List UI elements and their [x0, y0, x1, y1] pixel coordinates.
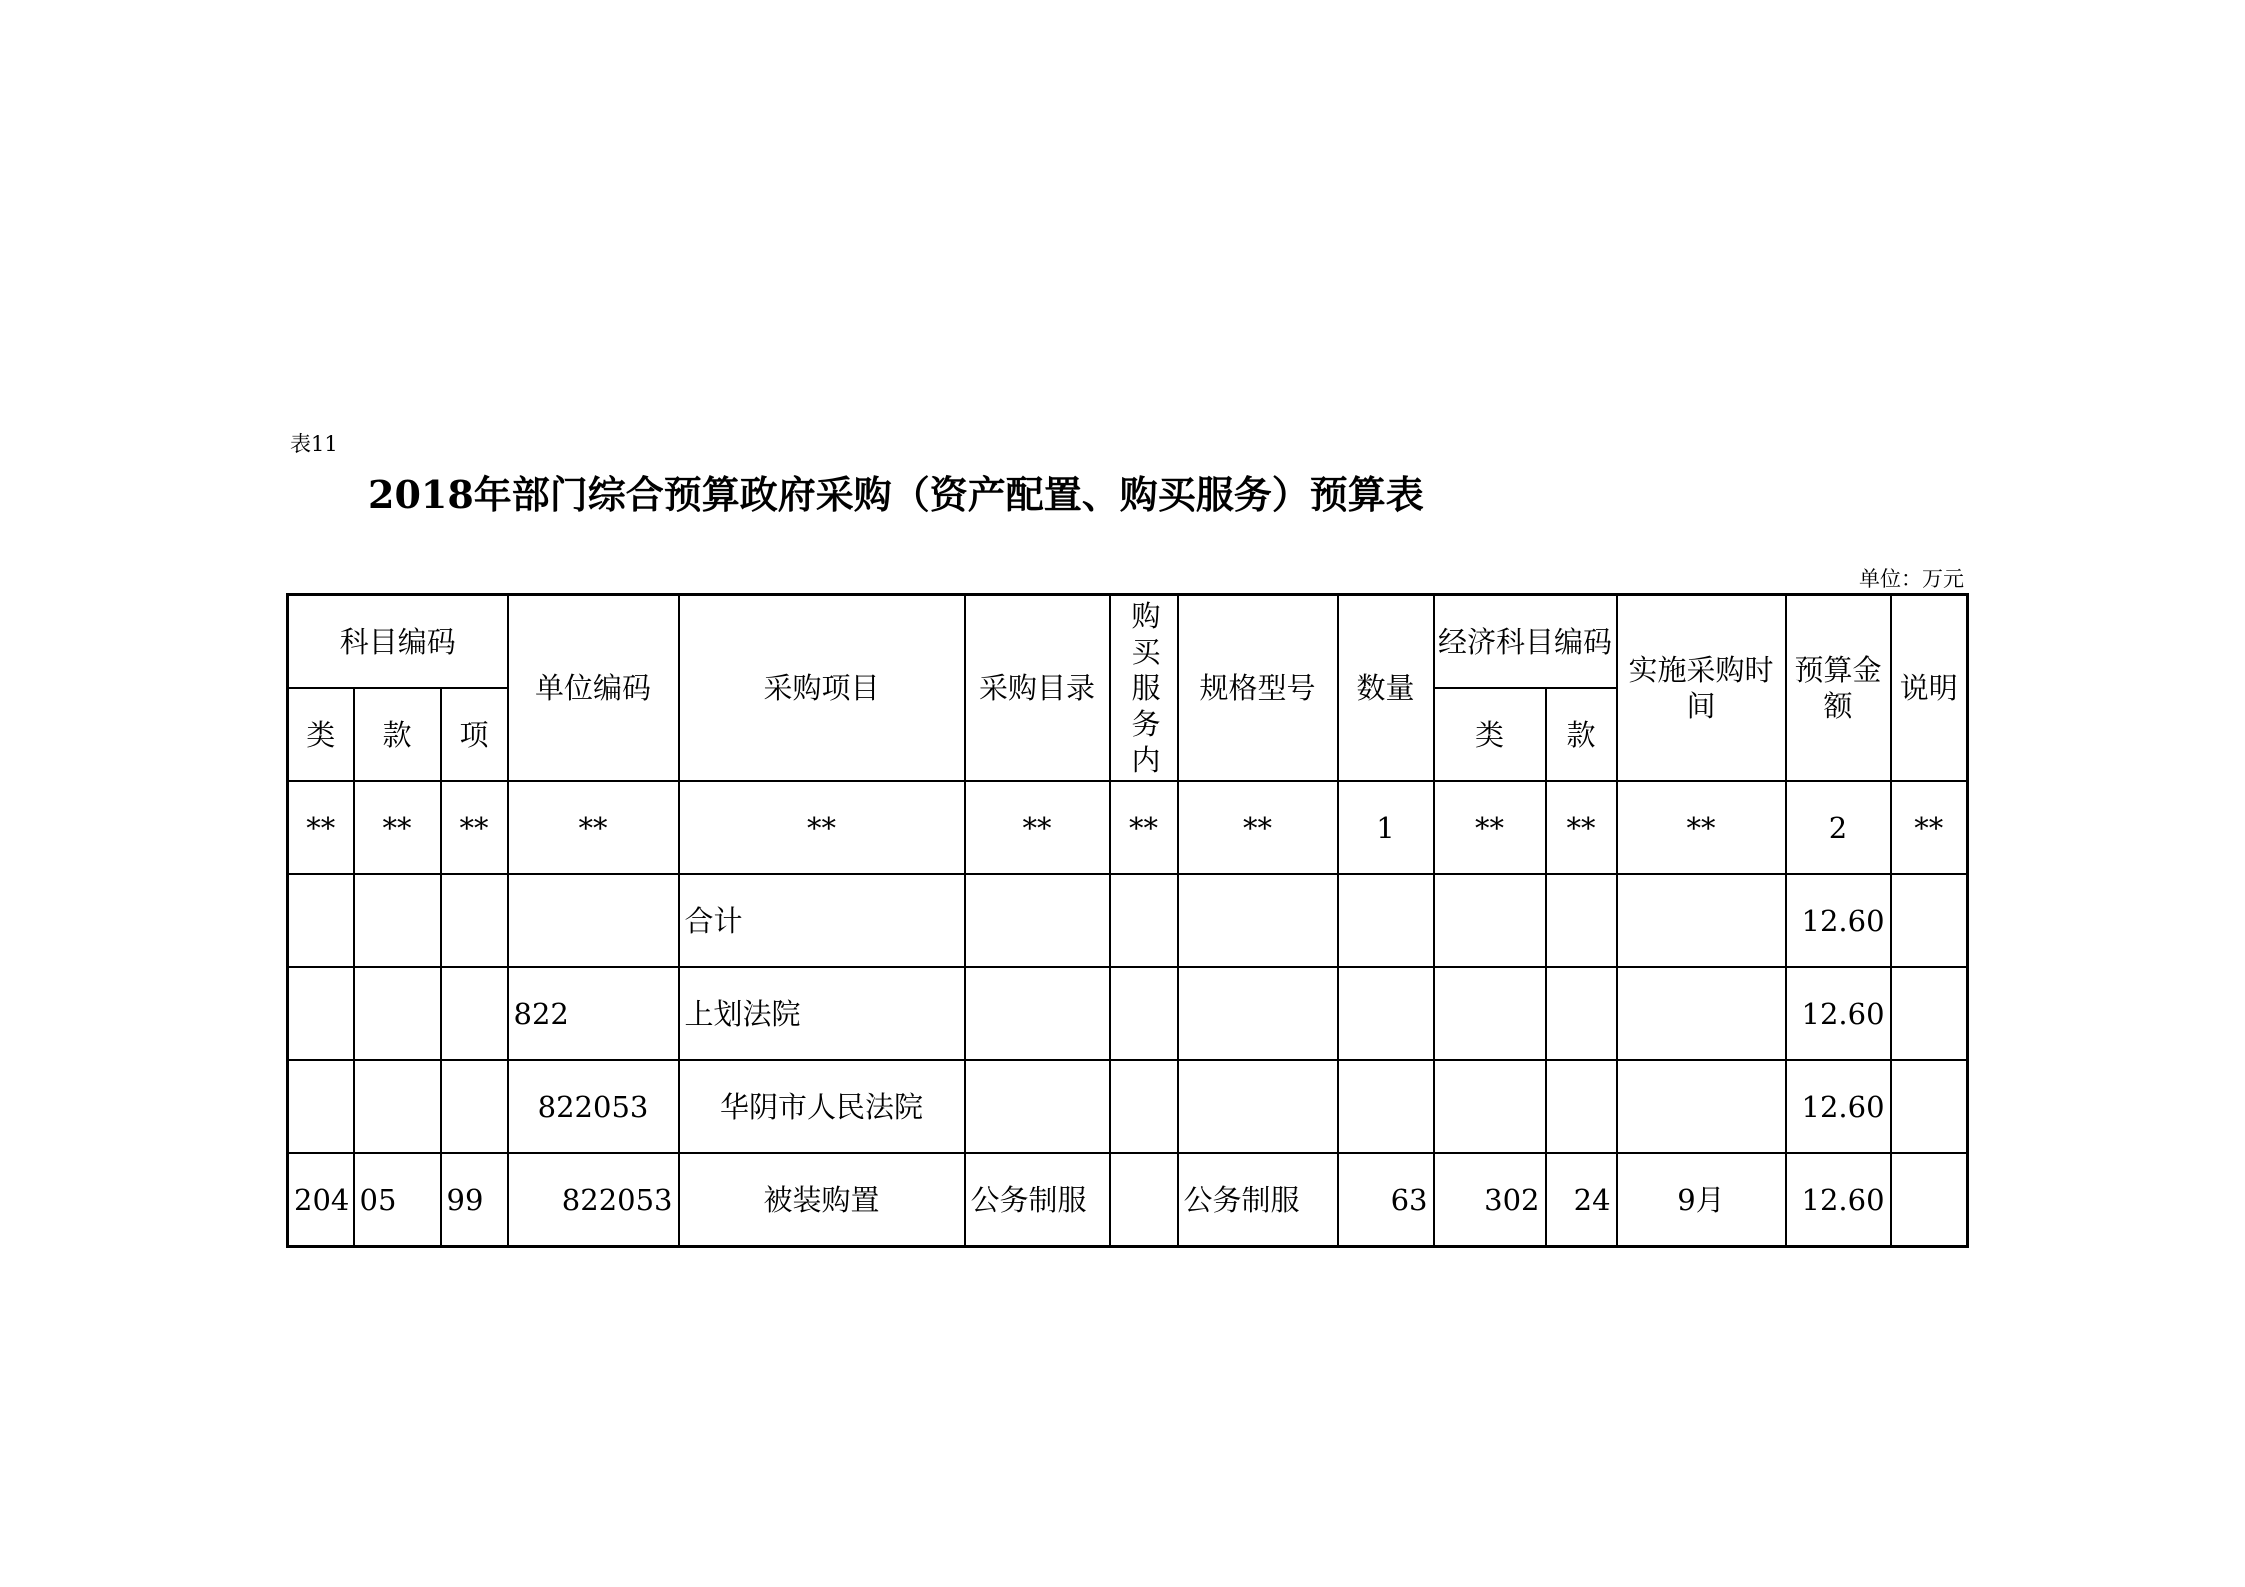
header-purchase-catalog: 采购目录: [965, 595, 1110, 782]
cell-kuan: [354, 1060, 441, 1153]
header-unit-code: 单位编码: [508, 595, 679, 782]
cell-qty: [1338, 874, 1434, 967]
cell-unit-code: [508, 874, 679, 967]
cell-unit-code: 822053: [508, 1153, 679, 1247]
cell-amount: 12.60: [1786, 967, 1891, 1060]
marker-cell: 2: [1786, 781, 1891, 874]
cell-time: [1617, 1060, 1786, 1153]
cell-service: [1110, 967, 1178, 1060]
table-row: [288, 1153, 1968, 1247]
header-econ-kuan: 款: [1546, 688, 1617, 781]
cell-kuan: [354, 874, 441, 967]
header-note: 说明: [1891, 595, 1968, 782]
cell-econ-lei: 302: [1434, 1153, 1546, 1247]
header-purchase-service-text: 购买服务内: [1131, 599, 1161, 777]
cell-item: 被装购置: [679, 1153, 965, 1247]
cell-spec: [1178, 1060, 1338, 1153]
cell-amount: 12.60: [1786, 1153, 1891, 1247]
cell-econ-kuan: [1546, 967, 1617, 1060]
cell-item: 上划法院: [679, 967, 965, 1060]
cell-xiang: 99: [441, 1153, 508, 1247]
cell-unit-code: 822: [508, 967, 679, 1060]
marker-cell: **: [1178, 781, 1338, 874]
header-kuan: 款: [354, 688, 441, 781]
cell-lei: [288, 874, 354, 967]
cell-spec: [1178, 967, 1338, 1060]
cell-econ-kuan: 24: [1546, 1153, 1617, 1247]
table-row: [288, 1060, 1968, 1153]
cell-xiang: [441, 1060, 508, 1153]
cell-time: 9月: [1617, 1153, 1786, 1247]
marker-cell: **: [1617, 781, 1786, 874]
cell-service: [1110, 1060, 1178, 1153]
cell-qty: [1338, 1060, 1434, 1153]
marker-cell: **: [508, 781, 679, 874]
cell-spec: [1178, 874, 1338, 967]
cell-lei: [288, 1060, 354, 1153]
cell-qty: [1338, 967, 1434, 1060]
header-subject-code: 科目编码: [288, 595, 508, 689]
cell-catalog: [965, 967, 1110, 1060]
marker-cell: **: [1110, 781, 1178, 874]
cell-econ-lei: [1434, 874, 1546, 967]
cell-note: [1891, 874, 1968, 967]
header-lei: 类: [288, 688, 354, 781]
marker-cell: **: [1546, 781, 1617, 874]
marker-cell: **: [679, 781, 965, 874]
table-number: 表11: [290, 432, 338, 456]
cell-xiang: [441, 874, 508, 967]
cell-econ-lei: [1434, 1060, 1546, 1153]
marker-cell: **: [1434, 781, 1546, 874]
cell-time: [1617, 967, 1786, 1060]
cell-lei: [288, 967, 354, 1060]
cell-note: [1891, 1060, 1968, 1153]
header-purchase-service: [1110, 595, 1178, 782]
cell-unit-code: 822053: [508, 1060, 679, 1153]
marker-cell: **: [1891, 781, 1968, 874]
cell-kuan: [354, 967, 441, 1060]
cell-note: [1891, 1153, 1968, 1247]
cell-xiang: [441, 967, 508, 1060]
cell-catalog: [965, 1060, 1110, 1153]
cell-econ-kuan: [1546, 1060, 1617, 1153]
cell-catalog: [965, 874, 1110, 967]
cell-catalog: 公务制服: [965, 1153, 1110, 1247]
header-purchase-item: 采购项目: [679, 595, 965, 782]
budget-table: [286, 593, 1969, 1248]
cell-qty: 63: [1338, 1153, 1434, 1247]
header-quantity: 数量: [1338, 595, 1434, 782]
cell-amount: 12.60: [1786, 874, 1891, 967]
cell-item: 华阴市人民法院: [679, 1060, 965, 1153]
cell-kuan: 05: [354, 1153, 441, 1247]
cell-lei: 204: [288, 1153, 354, 1247]
marker-cell: **: [354, 781, 441, 874]
marker-row: [288, 781, 1968, 874]
table-row-total: [288, 874, 1968, 967]
marker-cell: **: [965, 781, 1110, 874]
header-spec-model: 规格型号: [1178, 595, 1338, 782]
marker-cell: 1: [1338, 781, 1434, 874]
header-econ-subject-code: 经济科目编码: [1434, 595, 1617, 689]
cell-service: [1110, 874, 1178, 967]
page-title: 2018年部门综合预算政府采购（资产配置、购买服务）预算表: [368, 472, 1424, 517]
marker-cell: **: [441, 781, 508, 874]
cell-econ-kuan: [1546, 874, 1617, 967]
cell-note: [1891, 967, 1968, 1060]
cell-spec: 公务制服: [1178, 1153, 1338, 1247]
header-implement-time: 实施采购时间: [1617, 595, 1786, 782]
cell-time: [1617, 874, 1786, 967]
cell-amount: 12.60: [1786, 1060, 1891, 1153]
header-budget-amount: 预算金额: [1786, 595, 1891, 782]
header-xiang: 项: [441, 688, 508, 781]
table-row: [288, 967, 1968, 1060]
unit-label: 单位：万元: [1859, 567, 1964, 591]
marker-cell: **: [288, 781, 354, 874]
cell-service: [1110, 1153, 1178, 1247]
cell-econ-lei: [1434, 967, 1546, 1060]
header-econ-lei: 类: [1434, 688, 1546, 781]
cell-item: 合计: [679, 874, 965, 967]
